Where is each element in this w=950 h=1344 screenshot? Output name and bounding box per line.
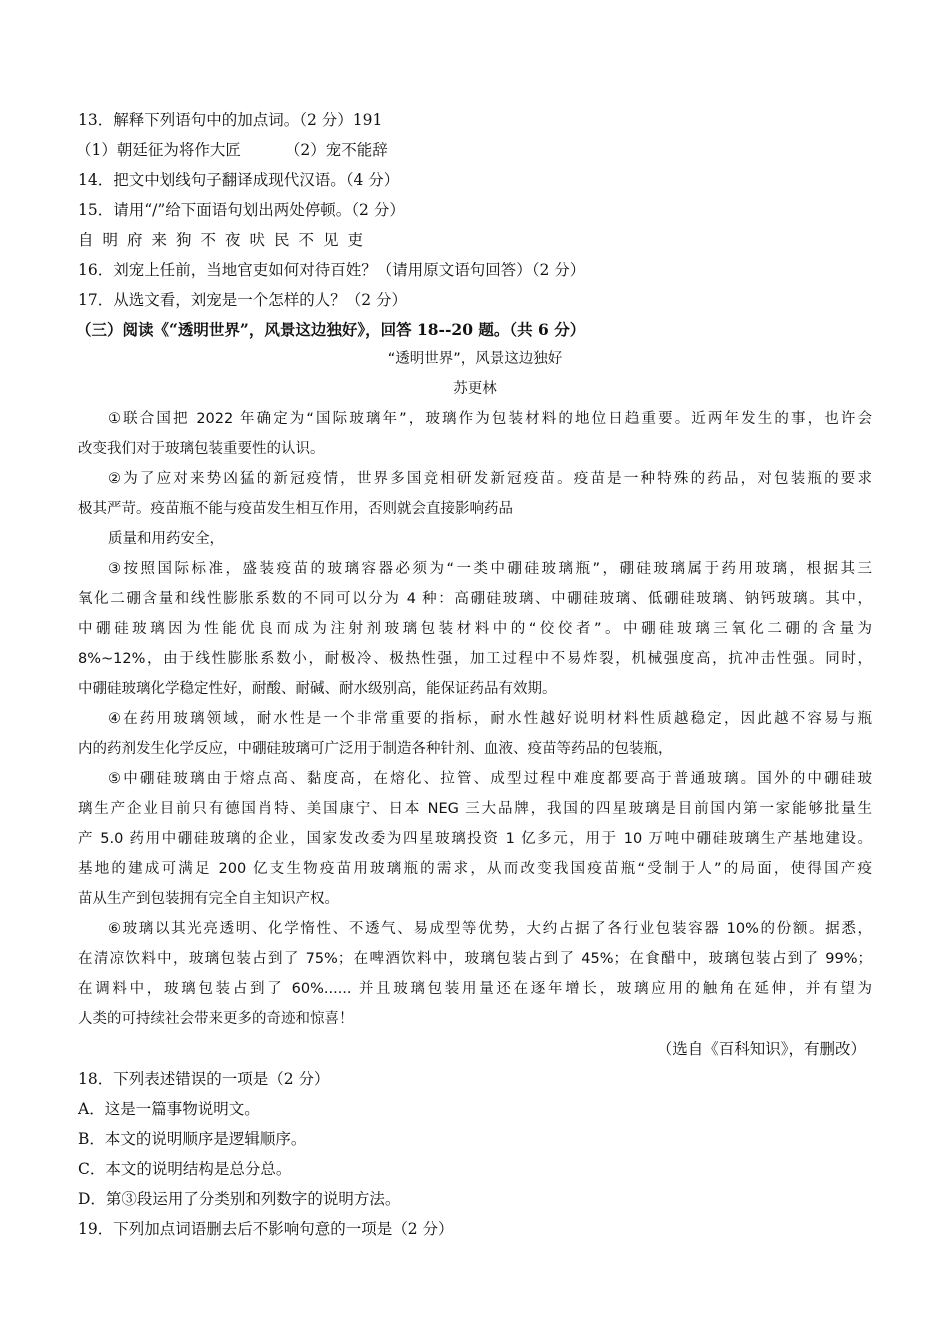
paragraph-5-line-2: 璃生产企业目前只有德国肖特、美国康宁、日本 NEG 三大品牌，我国的四星玻璃是目前国内第一家能够批量生 xyxy=(78,801,872,817)
question-15-sentence: 自明府来狗不夜吠民不见吏 xyxy=(78,231,373,249)
question-15: 15．请用“/”给下面语句划出两处停顿。（2 分） xyxy=(78,201,405,219)
section-3-heading: （三）阅读《“透明世界”，风景这边独好》，回答 18--20 题。（共 6 分） xyxy=(76,320,586,339)
paragraph-3-line-3: 中硼硅玻璃因为性能优良而成为注射剂玻璃包装材料中的“佼佼者”。中硼硅玻璃三氧化二硼的含量为 xyxy=(78,621,872,637)
paragraph-4-line-2: 内的药剂发生化学反应，中硼硅玻璃可广泛用于制造各种针剂、血液、疫苗等药品的包装瓶， xyxy=(78,741,673,757)
question-13-items xyxy=(76,140,872,160)
question-19: 19．下列加点词语删去后不影响句意的一项是（2 分） xyxy=(78,1220,454,1238)
paragraph-3-line-4: 8%~12%，由于线性膨胀系数小，耐极冷、极热性强，加工过程中不易炸裂，机械强度高，抗冲击性强。同时， xyxy=(78,651,872,667)
question-18-option-b: B．本文的说明顺序是逻辑顺序。 xyxy=(78,1130,307,1148)
paragraph-3-line-2: 氧化二硼含量和线性膨胀系数的不同可以分为 4 种：高硼硅玻璃、中硼硅玻璃、低硼硅玻璃、钠钙玻璃。其中， xyxy=(78,591,872,607)
question-18-option-a: A．这是一篇事物说明文。 xyxy=(78,1100,260,1118)
paragraph-2-line-3: 质量和用药安全， xyxy=(108,531,224,547)
paragraph-6-line-3: 在调料中，玻璃包装占到了 60%...... 并且玻璃包装用量还在逐年增长，玻璃应用的触角在延伸，并有望为 xyxy=(78,981,872,997)
question-14: 14．把文中划线句子翻译成现代汉语。（4 分） xyxy=(78,171,400,189)
question-18-option-c: C．本文的说明结构是总分总。 xyxy=(78,1160,292,1178)
paragraph-1-line-1: ①联合国把 2022 年确定为“国际玻璃年”，玻璃作为包装材料的地位日趋重要。近两年发生的事，也许会 xyxy=(108,411,872,427)
paragraph-6-line-2: 在清凉饮料中，玻璃包装占到了 75%；在啤酒饮料中，玻璃包装占到了 45%；在食醋中，玻璃包装占到了 99%； xyxy=(78,951,872,967)
question-17: 17．从选文看，刘宠是一个怎样的人？（2 分） xyxy=(78,291,408,309)
article-title: “透明世界”，风景这边独好 xyxy=(387,351,563,367)
question-18-option-d: D．第③段运用了分类别和列数字的说明方法。 xyxy=(78,1190,401,1208)
question-13-item-1: （1）朝廷征为将作大匠 xyxy=(76,141,241,159)
paragraph-2-line-2: 极其严苛。疫苗瓶不能与疫苗发生相互作用，否则就会直接影响药品 xyxy=(78,501,513,517)
question-13: 13．解释下列语句中的加点词。（2 分）191 xyxy=(78,111,383,129)
article-source: （选自《百科知识》，有删改） xyxy=(656,1040,866,1058)
question-18: 18．下列表述错误的一项是（2 分） xyxy=(78,1070,330,1088)
paragraph-2-line-1: ②为了应对来势凶猛的新冠疫情，世界多国竞相研发新冠疫苗。疫苗是一种特殊的药品，对包装瓶的要求 xyxy=(108,471,872,487)
paragraph-6-line-1: ⑥玻璃以其光亮透明、化学惰性、不透气、易成型等优势，大约占据了各行业包装容器 10%的份额。据悉， xyxy=(108,921,872,937)
paragraph-6-line-4: 人类的可持续社会带来更多的奇迹和惊喜！ xyxy=(78,1011,354,1027)
paragraph-5-line-5: 苗从生产到包装拥有完全自主知识产权。 xyxy=(78,891,339,907)
article-author: 苏更林 xyxy=(453,381,497,397)
paragraph-1-line-2: 改变我们对于玻璃包装重要性的认识。 xyxy=(78,441,325,457)
paragraph-4-line-1: ④在药用玻璃领域，耐水性是一个非常重要的指标，耐水性越好说明材料性质越稳定，因此越不容易与瓶 xyxy=(108,711,872,727)
question-13-item-2: （2）宠不能辞 xyxy=(284,141,388,159)
paragraph-3-line-1: ③按照国际标准，盛装疫苗的玻璃容器必须为“一类中硼硅玻璃瓶”，硼硅玻璃属于药用玻璃，根据其三 xyxy=(108,561,872,577)
paragraph-5-line-3: 产 5.0 药用中硼硅玻璃的企业，国家发改委为四星玻璃投资 1 亿多元，用于 10 万吨中硼硅玻璃生产基地建设。 xyxy=(78,831,872,847)
paragraph-5-line-1: ⑤中硼硅玻璃由于熔点高、黏度高，在熔化、拉管、成型过程中难度都要高于普通玻璃。国外的中硼硅玻 xyxy=(108,771,872,787)
paragraph-5-line-4: 基地的建成可满足 200 亿支生物疫苗用玻璃瓶的需求，从而改变我国疫苗瓶“受制于人”的局面，使得国产疫 xyxy=(78,861,872,877)
paragraph-3-line-5: 中硼硅玻璃化学稳定性好，耐酸、耐碱、耐水级别高，能保证药品有效期。 xyxy=(78,681,557,697)
question-16: 16．刘宠上任前，当地官吏如何对待百姓？（请用原文语句回答）（2 分） xyxy=(78,261,586,279)
